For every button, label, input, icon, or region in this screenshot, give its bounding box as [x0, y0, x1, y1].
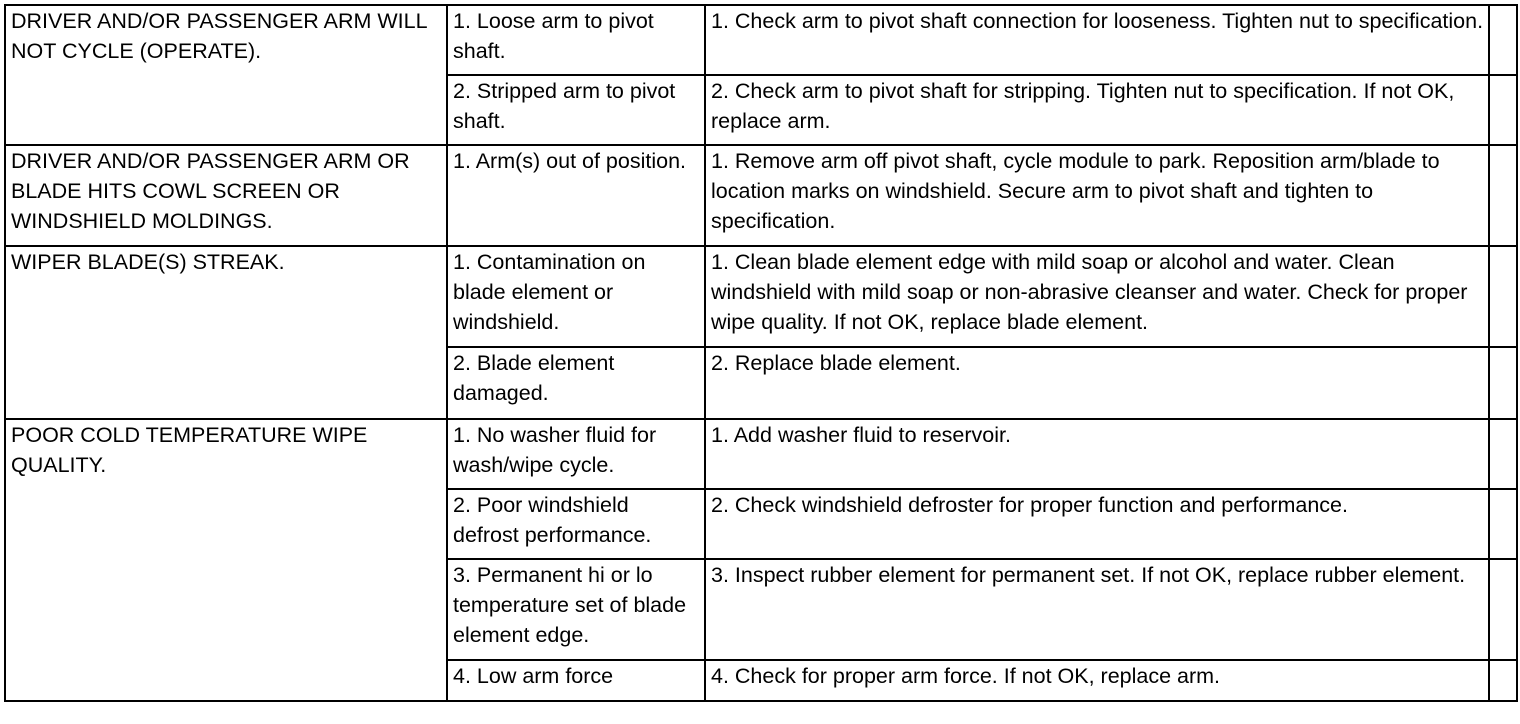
- possible-cause-cell: 1. Contamination on blade element or windshield.: [447, 246, 705, 347]
- table-row: [5, 246, 1517, 347]
- diagnosis-table-page: [4, 4, 1516, 721]
- condition-cell: WIPER BLADE(S) STREAK.: [5, 246, 447, 419]
- blank-cell: [1489, 419, 1517, 489]
- correction-cell: 1. Clean blade element edge with mild soap or alcohol and water. Clean windshield with mild soap or non-abrasive cleanser and water. Check for proper wipe quality. If not OK, replace blade element.: [705, 246, 1489, 347]
- possible-cause-cell: 4. Low arm force: [447, 660, 705, 701]
- possible-cause-cell: 1. No washer fluid for wash/wipe cycle.: [447, 419, 705, 489]
- possible-cause-cell: 2. Stripped arm to pivot shaft.: [447, 75, 705, 145]
- table-row: [5, 5, 1517, 75]
- table-row: [5, 419, 1517, 489]
- condition-cell: POOR COLD TEMPERATURE WIPE QUALITY.: [5, 419, 447, 701]
- possible-cause-cell: 1. Arm(s) out of position.: [447, 145, 705, 246]
- blank-cell: [1489, 145, 1517, 246]
- correction-cell: 1. Check arm to pivot shaft connection for looseness. Tighten nut to specification.: [705, 5, 1489, 75]
- correction-cell: 4. Check for proper arm force. If not OK, replace arm.: [705, 660, 1489, 701]
- blank-cell: [1489, 489, 1517, 559]
- possible-cause-cell: 3. Permanent hi or lo temperature set of blade element edge.: [447, 559, 705, 660]
- blank-cell: [1489, 5, 1517, 75]
- blank-cell: [1489, 75, 1517, 145]
- correction-cell: 2. Replace blade element.: [705, 347, 1489, 419]
- diagnosis-table: [4, 4, 1518, 702]
- table-row: [5, 145, 1517, 246]
- correction-cell: 2. Check windshield defroster for proper function and performance.: [705, 489, 1489, 559]
- correction-cell: 1. Add washer fluid to reservoir.: [705, 419, 1489, 489]
- correction-cell: 3. Inspect rubber element for permanent set. If not OK, replace rubber element.: [705, 559, 1489, 660]
- possible-cause-cell: 2. Blade element damaged.: [447, 347, 705, 419]
- correction-cell: 2. Check arm to pivot shaft for stripping. Tighten nut to specification. If not OK, replace arm.: [705, 75, 1489, 145]
- blank-cell: [1489, 246, 1517, 347]
- possible-cause-cell: 1. Loose arm to pivot shaft.: [447, 5, 705, 75]
- condition-cell: DRIVER AND/OR PASSENGER ARM WILL NOT CYCLE (OPERATE).: [5, 5, 447, 145]
- correction-cell: 1. Remove arm off pivot shaft, cycle module to park. Reposition arm/blade to location marks on windshield. Secure arm to pivot shaft and tighten to specification.: [705, 145, 1489, 246]
- condition-cell: DRIVER AND/OR PASSENGER ARM OR BLADE HITS COWL SCREEN OR WINDSHIELD MOLDINGS.: [5, 145, 447, 246]
- blank-cell: [1489, 559, 1517, 660]
- blank-cell: [1489, 347, 1517, 419]
- blank-cell: [1489, 660, 1517, 701]
- possible-cause-cell: 2. Poor windshield defrost performance.: [447, 489, 705, 559]
